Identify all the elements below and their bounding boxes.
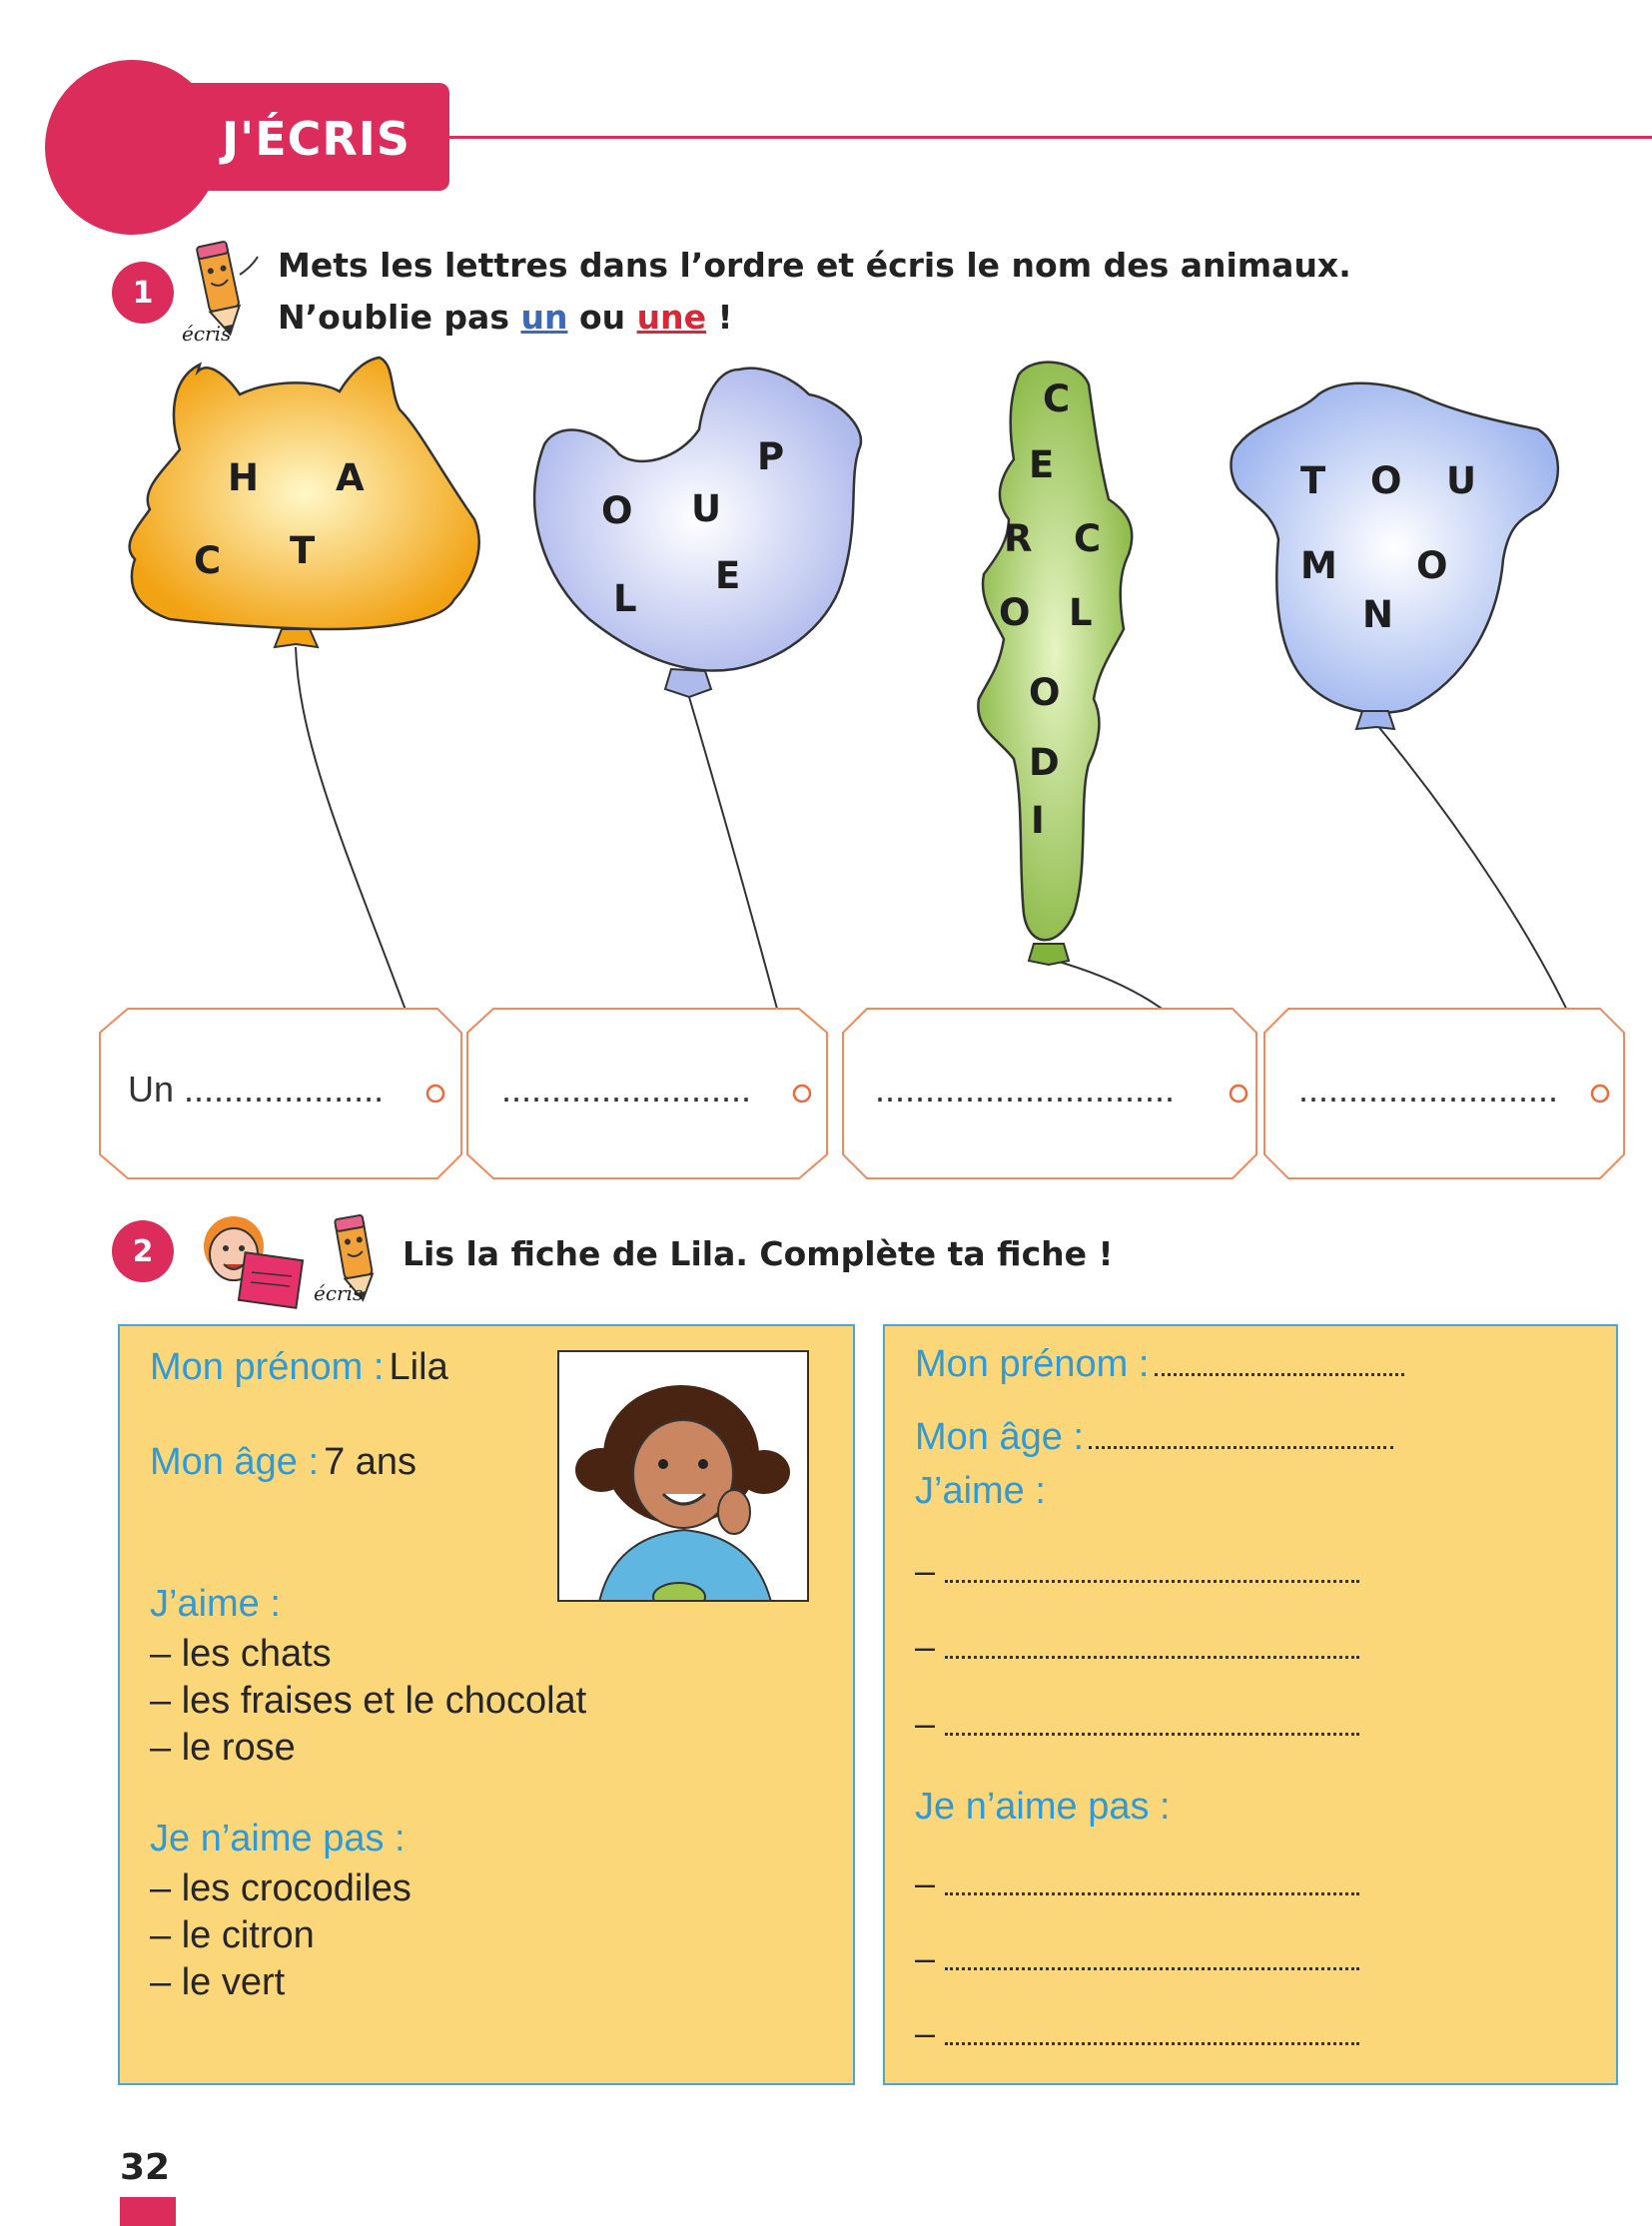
name-value: Lila: [389, 1346, 448, 1388]
balloon-3-letter: O: [999, 591, 1031, 634]
like-item: – les fraises et le chocolat: [150, 1680, 587, 1722]
balloon-3-letter: L: [1069, 591, 1093, 634]
likes-label: J’aime :: [150, 1583, 281, 1625]
age-value: 7 ans: [324, 1441, 417, 1483]
my-name-row: [915, 1343, 1404, 1386]
dislikes-label: Je n’aime pas :: [150, 1818, 406, 1859]
answer-field-3[interactable]: [875, 1069, 1175, 1111]
dash: –: [915, 1550, 936, 1591]
balloon-1-letter: A: [336, 456, 365, 499]
dash: –: [915, 1626, 936, 1667]
dislike-item: – le vert: [150, 1961, 286, 2003]
answer-field-1[interactable]: [128, 1069, 384, 1111]
tag-hole-3: [1231, 1086, 1246, 1102]
like-item: – le rose: [150, 1727, 296, 1769]
exercise-2-instruction: Lis la fiche de Lila. Complète ta fiche !: [403, 1234, 1114, 1273]
write-icon-label: écris: [314, 1281, 364, 1305]
exercise-1-badge: 1: [112, 262, 174, 324]
balloon-4-letter: O: [1416, 544, 1448, 587]
answer-dots: ....................: [184, 1069, 385, 1110]
dislike-item: – le citron: [150, 1914, 315, 1956]
balloon-1-letter: H: [228, 456, 259, 499]
balloon-2-letter: E: [715, 554, 741, 597]
tag-hole-2: [794, 1086, 810, 1102]
balloon-4-letter: T: [1300, 459, 1326, 502]
balloon-3-letter: O: [1029, 671, 1061, 714]
age-label: Mon âge :: [915, 1416, 1084, 1458]
balloon-4-letter: U: [1446, 459, 1477, 502]
name-answer-field[interactable]: [1155, 1373, 1404, 1376]
answer-dots: ..........................: [1298, 1069, 1559, 1110]
answer-dots: ..............................: [875, 1069, 1176, 1110]
instruction-suffix: !: [706, 298, 733, 337]
balloon-3-letter: C: [1074, 517, 1102, 560]
dislike-answer-field[interactable]: [945, 1892, 1359, 1895]
like-answer-row: [915, 1703, 1359, 1745]
page-corner-marker: [120, 2197, 176, 2226]
lila-name-row: [150, 1346, 448, 1389]
section-title: J'ÉCRIS: [222, 112, 412, 166]
name-label: Mon prénom :: [915, 1343, 1150, 1385]
dash: –: [915, 1862, 936, 1903]
write-icon-label: écris: [182, 322, 232, 346]
tag-hole-4: [1592, 1086, 1608, 1102]
word-un: un: [520, 298, 568, 337]
dislike-answer-row: [915, 1862, 1359, 1904]
age-answer-field[interactable]: [1089, 1446, 1393, 1449]
word-une: une: [636, 298, 706, 337]
balloon-2-letter: L: [613, 577, 637, 620]
instruction-prefix: N’oublie pas: [278, 298, 521, 337]
balloon-1-letter: C: [194, 539, 222, 582]
like-answer-field[interactable]: [945, 1580, 1359, 1583]
balloon-3-letter: D: [1029, 741, 1060, 784]
likes-label: J’aime :: [915, 1470, 1046, 1512]
answer-prefix: Un: [128, 1069, 175, 1110]
dash: –: [915, 2012, 936, 2053]
lila-portrait-image: [557, 1350, 809, 1602]
dislikes-label: Je n’aime pas :: [915, 1786, 1171, 1828]
girl-reading-icon: [192, 1206, 312, 1311]
balloon-3-letter: C: [1043, 377, 1071, 420]
balloon-1-letter: T: [290, 529, 316, 572]
dash: –: [915, 1703, 936, 1744]
lila-age-row: [150, 1441, 416, 1484]
name-label: Mon prénom :: [150, 1346, 385, 1388]
balloon-4-letter: M: [1300, 544, 1337, 587]
balloon-2-letter: P: [757, 435, 785, 478]
my-age-row: [915, 1416, 1393, 1459]
dash: –: [915, 1937, 936, 1978]
like-answer-field[interactable]: [945, 1733, 1359, 1736]
instruction-connector: ou: [567, 298, 637, 337]
like-answer-field[interactable]: [945, 1656, 1359, 1659]
like-item: – les chats: [150, 1633, 332, 1675]
balloon-2-letter: O: [601, 489, 633, 532]
tag-hole-1: [427, 1086, 443, 1102]
balloon-3-letter: I: [1031, 799, 1045, 842]
balloon-3-letter: R: [1004, 517, 1033, 560]
dislike-answer-row: [915, 1937, 1359, 1979]
balloon-2-letter: U: [691, 487, 722, 530]
exercise-2-badge: 2: [112, 1220, 174, 1282]
exercise-1-instruction-line1: Mets les lettres dans l’ordre et écris le nom des animaux.: [278, 246, 1351, 285]
age-label: Mon âge :: [150, 1441, 319, 1483]
page-number: 32: [120, 2147, 171, 2188]
balloon-4-letter: N: [1362, 593, 1393, 636]
like-answer-row: [915, 1550, 1359, 1592]
balloon-3-letter: E: [1029, 443, 1055, 486]
dislike-answer-field[interactable]: [945, 2042, 1359, 2045]
answer-field-2[interactable]: [501, 1069, 751, 1111]
answer-field-4[interactable]: [1298, 1069, 1558, 1111]
balloon-4-letter: O: [1370, 459, 1402, 502]
answer-dots: .........................: [501, 1069, 752, 1110]
dislike-item: – les crocodiles: [150, 1867, 412, 1909]
dislike-answer-field[interactable]: [945, 1967, 1359, 1970]
dislike-answer-row: [915, 2012, 1359, 2054]
like-answer-row: [915, 1626, 1359, 1668]
